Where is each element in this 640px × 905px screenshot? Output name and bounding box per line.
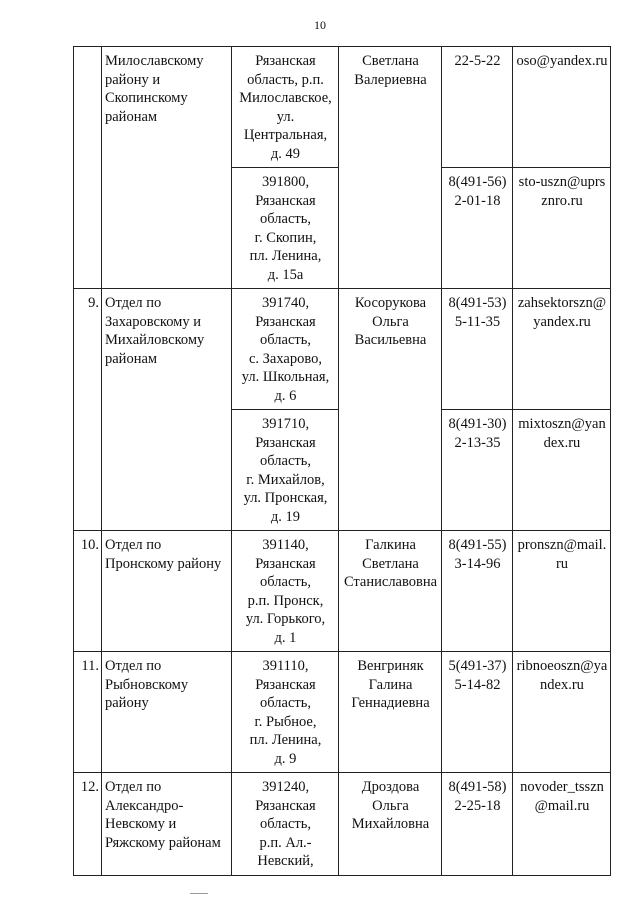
office-address-line: 391710, bbox=[261, 416, 310, 432]
office-address-line: г. Скопин, bbox=[254, 229, 317, 246]
office-phone bbox=[442, 531, 513, 652]
department-name bbox=[102, 47, 232, 289]
table-row bbox=[74, 652, 611, 773]
office-phone-line: 5-14-82 bbox=[454, 676, 501, 693]
office-address-line: Рязанская bbox=[255, 53, 316, 69]
head-name-line: Геннадиевна bbox=[351, 695, 430, 711]
office-email: mixtoszn@yandex.ru bbox=[513, 410, 611, 531]
page-number: 10 bbox=[314, 18, 326, 32]
table-row bbox=[74, 773, 611, 876]
office-address-line: Рязанская bbox=[255, 313, 316, 330]
head-name-line: Ольга bbox=[372, 797, 409, 814]
head-name bbox=[339, 47, 442, 289]
office-address-line: д. 15а bbox=[267, 266, 304, 283]
office-address bbox=[232, 168, 339, 289]
head-name bbox=[339, 531, 442, 652]
office-phone-line: 8(491-55) bbox=[448, 537, 507, 553]
office-address-line: Милославское, bbox=[239, 90, 332, 106]
office-address-line: ул. Школьная, bbox=[241, 369, 330, 385]
office-address-line: д. 1 bbox=[274, 629, 297, 646]
department-name-line: Ряжскому районам bbox=[105, 834, 221, 851]
office-address-line: Рязанская bbox=[255, 434, 316, 451]
office-address-line: область, bbox=[260, 816, 311, 832]
office-address-line: область, bbox=[260, 453, 311, 469]
office-address-line: с. Захарово, bbox=[248, 350, 322, 367]
office-address bbox=[232, 289, 339, 410]
head-name-line: Валериевна bbox=[354, 71, 427, 88]
office-phone-line: 5-11-35 bbox=[454, 313, 501, 330]
office-address bbox=[232, 47, 339, 168]
office-phone bbox=[442, 47, 513, 168]
department-name bbox=[102, 652, 232, 773]
row-number: 9. bbox=[74, 289, 102, 531]
row-number: 12. bbox=[74, 773, 102, 876]
office-phone-line: 8(491-30) bbox=[448, 416, 507, 432]
office-phone-line: 8(491-53) bbox=[448, 295, 507, 311]
office-phone-line: 2-13-35 bbox=[454, 434, 501, 451]
table-row bbox=[74, 47, 611, 168]
office-address bbox=[232, 773, 339, 876]
office-email: sto-uszn@uprsznro.ru bbox=[513, 168, 611, 289]
office-email: ribnoeoszn@yandex.ru bbox=[513, 652, 611, 773]
office-address bbox=[232, 652, 339, 773]
department-name-line: Скопинскому bbox=[105, 90, 188, 106]
office-address-line: ул. Пронская, bbox=[243, 490, 328, 506]
office-address-line: 391800, bbox=[261, 174, 310, 190]
row-number bbox=[74, 47, 102, 289]
department-name-line: Отдел по bbox=[105, 295, 162, 311]
office-phone bbox=[442, 652, 513, 773]
office-address-line: г. Михайлов, bbox=[246, 471, 325, 488]
office-address-line: Рязанская bbox=[255, 555, 316, 572]
head-name-line: Венгриняк bbox=[357, 658, 424, 674]
office-address-line: д. 9 bbox=[274, 750, 297, 767]
department-name-line: Отдел по bbox=[105, 658, 162, 674]
office-address-line: ул. bbox=[276, 108, 295, 125]
office-phone-line: 2-01-18 bbox=[454, 192, 501, 209]
office-address-line: область, bbox=[260, 574, 311, 590]
office-phone-line: 8(491-58) bbox=[448, 779, 507, 795]
office-address-line: р.п. Пронск, bbox=[247, 592, 324, 609]
office-phone-line: 2-25-18 bbox=[454, 797, 501, 814]
head-name-line: Дроздова bbox=[361, 779, 420, 795]
office-phone-line: 22-5-22 bbox=[454, 53, 501, 69]
office-address-line: пл. Ленина, bbox=[249, 248, 322, 264]
department-name-line: Невскому и bbox=[105, 816, 177, 832]
office-address-line: область, bbox=[260, 695, 311, 711]
head-name bbox=[339, 773, 442, 876]
office-phone bbox=[442, 773, 513, 876]
department-name-line: районам bbox=[105, 108, 158, 125]
department-name-line: Пронскому району bbox=[105, 555, 222, 572]
office-address-line: 391240, bbox=[261, 779, 310, 795]
office-address-line: 391140, bbox=[262, 537, 309, 553]
head-name-line: Михайловна bbox=[351, 816, 430, 832]
office-address-line: Рязанская bbox=[255, 192, 316, 209]
department-name bbox=[102, 531, 232, 652]
department-name-line: Отдел по bbox=[105, 537, 162, 553]
head-name-line: Станиславовна bbox=[343, 574, 438, 590]
department-name-line: Милославскому bbox=[105, 53, 204, 69]
office-address-line: область, bbox=[260, 211, 311, 227]
department-name-line: Михайловскому bbox=[105, 332, 205, 348]
office-phone bbox=[442, 410, 513, 531]
office-address-line: пл. Ленина, bbox=[249, 732, 322, 748]
head-name-line: Васильевна bbox=[354, 332, 427, 348]
office-address-line: 391110, bbox=[262, 658, 309, 674]
office-address-line: Невский, bbox=[257, 853, 314, 869]
office-phone-line: 3-14-96 bbox=[454, 555, 501, 572]
office-address-line: Рязанская bbox=[255, 797, 316, 814]
head-name-line: Галкина bbox=[365, 537, 416, 553]
office-address-line: г. Рыбное, bbox=[254, 713, 317, 730]
office-address-line: р.п. Ал.- bbox=[259, 834, 312, 851]
office-address-line: Центральная, bbox=[243, 127, 328, 143]
office-phone-line: 5(491-37) bbox=[448, 658, 507, 674]
table-row bbox=[74, 289, 611, 410]
office-address-line: д. 19 bbox=[270, 508, 301, 525]
office-address-line: Рязанская bbox=[255, 676, 316, 693]
office-address-line: д. 49 bbox=[270, 145, 301, 162]
row-number: 11. bbox=[74, 652, 102, 773]
department-name-line: Александро- bbox=[105, 797, 184, 814]
scan-mark bbox=[190, 893, 208, 894]
office-address bbox=[232, 410, 339, 531]
department-name-line: Рыбновскому bbox=[105, 676, 189, 693]
office-phone bbox=[442, 168, 513, 289]
head-name-line: Ольга bbox=[372, 313, 409, 330]
contacts-table-body bbox=[74, 47, 611, 876]
office-email: pronszn@mail.ru bbox=[513, 531, 611, 652]
row-number: 10. bbox=[74, 531, 102, 652]
table-row bbox=[74, 531, 611, 652]
contacts-table bbox=[73, 46, 611, 876]
office-address-line: область, bbox=[260, 332, 311, 348]
office-email: oso@yandex.ru bbox=[513, 47, 611, 168]
department-name-line: Отдел по bbox=[105, 779, 162, 795]
office-email: zahsektorszn@yandex.ru bbox=[513, 289, 611, 410]
head-name bbox=[339, 652, 442, 773]
office-phone-line: 8(491-56) bbox=[448, 174, 507, 190]
department-name-line: Захаровскому и bbox=[105, 313, 201, 330]
department-name-line: району bbox=[105, 695, 149, 711]
office-address bbox=[232, 531, 339, 652]
department-name bbox=[102, 773, 232, 876]
office-address-line: 391740, bbox=[261, 295, 310, 311]
office-address-line: область, р.п. bbox=[247, 71, 324, 88]
head-name-line: Светлана bbox=[362, 555, 419, 572]
department-name-line: районам bbox=[105, 350, 158, 367]
office-address-line: д. 6 bbox=[274, 387, 297, 404]
head-name-line: Галина bbox=[368, 676, 413, 693]
office-address-line: ул. Горького, bbox=[245, 611, 326, 627]
office-email: novoder_tsszn@mail.ru bbox=[513, 773, 611, 876]
head-name bbox=[339, 289, 442, 531]
head-name-line: Светлана bbox=[362, 53, 419, 69]
department-name bbox=[102, 289, 232, 531]
office-phone bbox=[442, 289, 513, 410]
department-name-line: району и bbox=[105, 71, 161, 88]
head-name-line: Косорукова bbox=[354, 295, 427, 311]
